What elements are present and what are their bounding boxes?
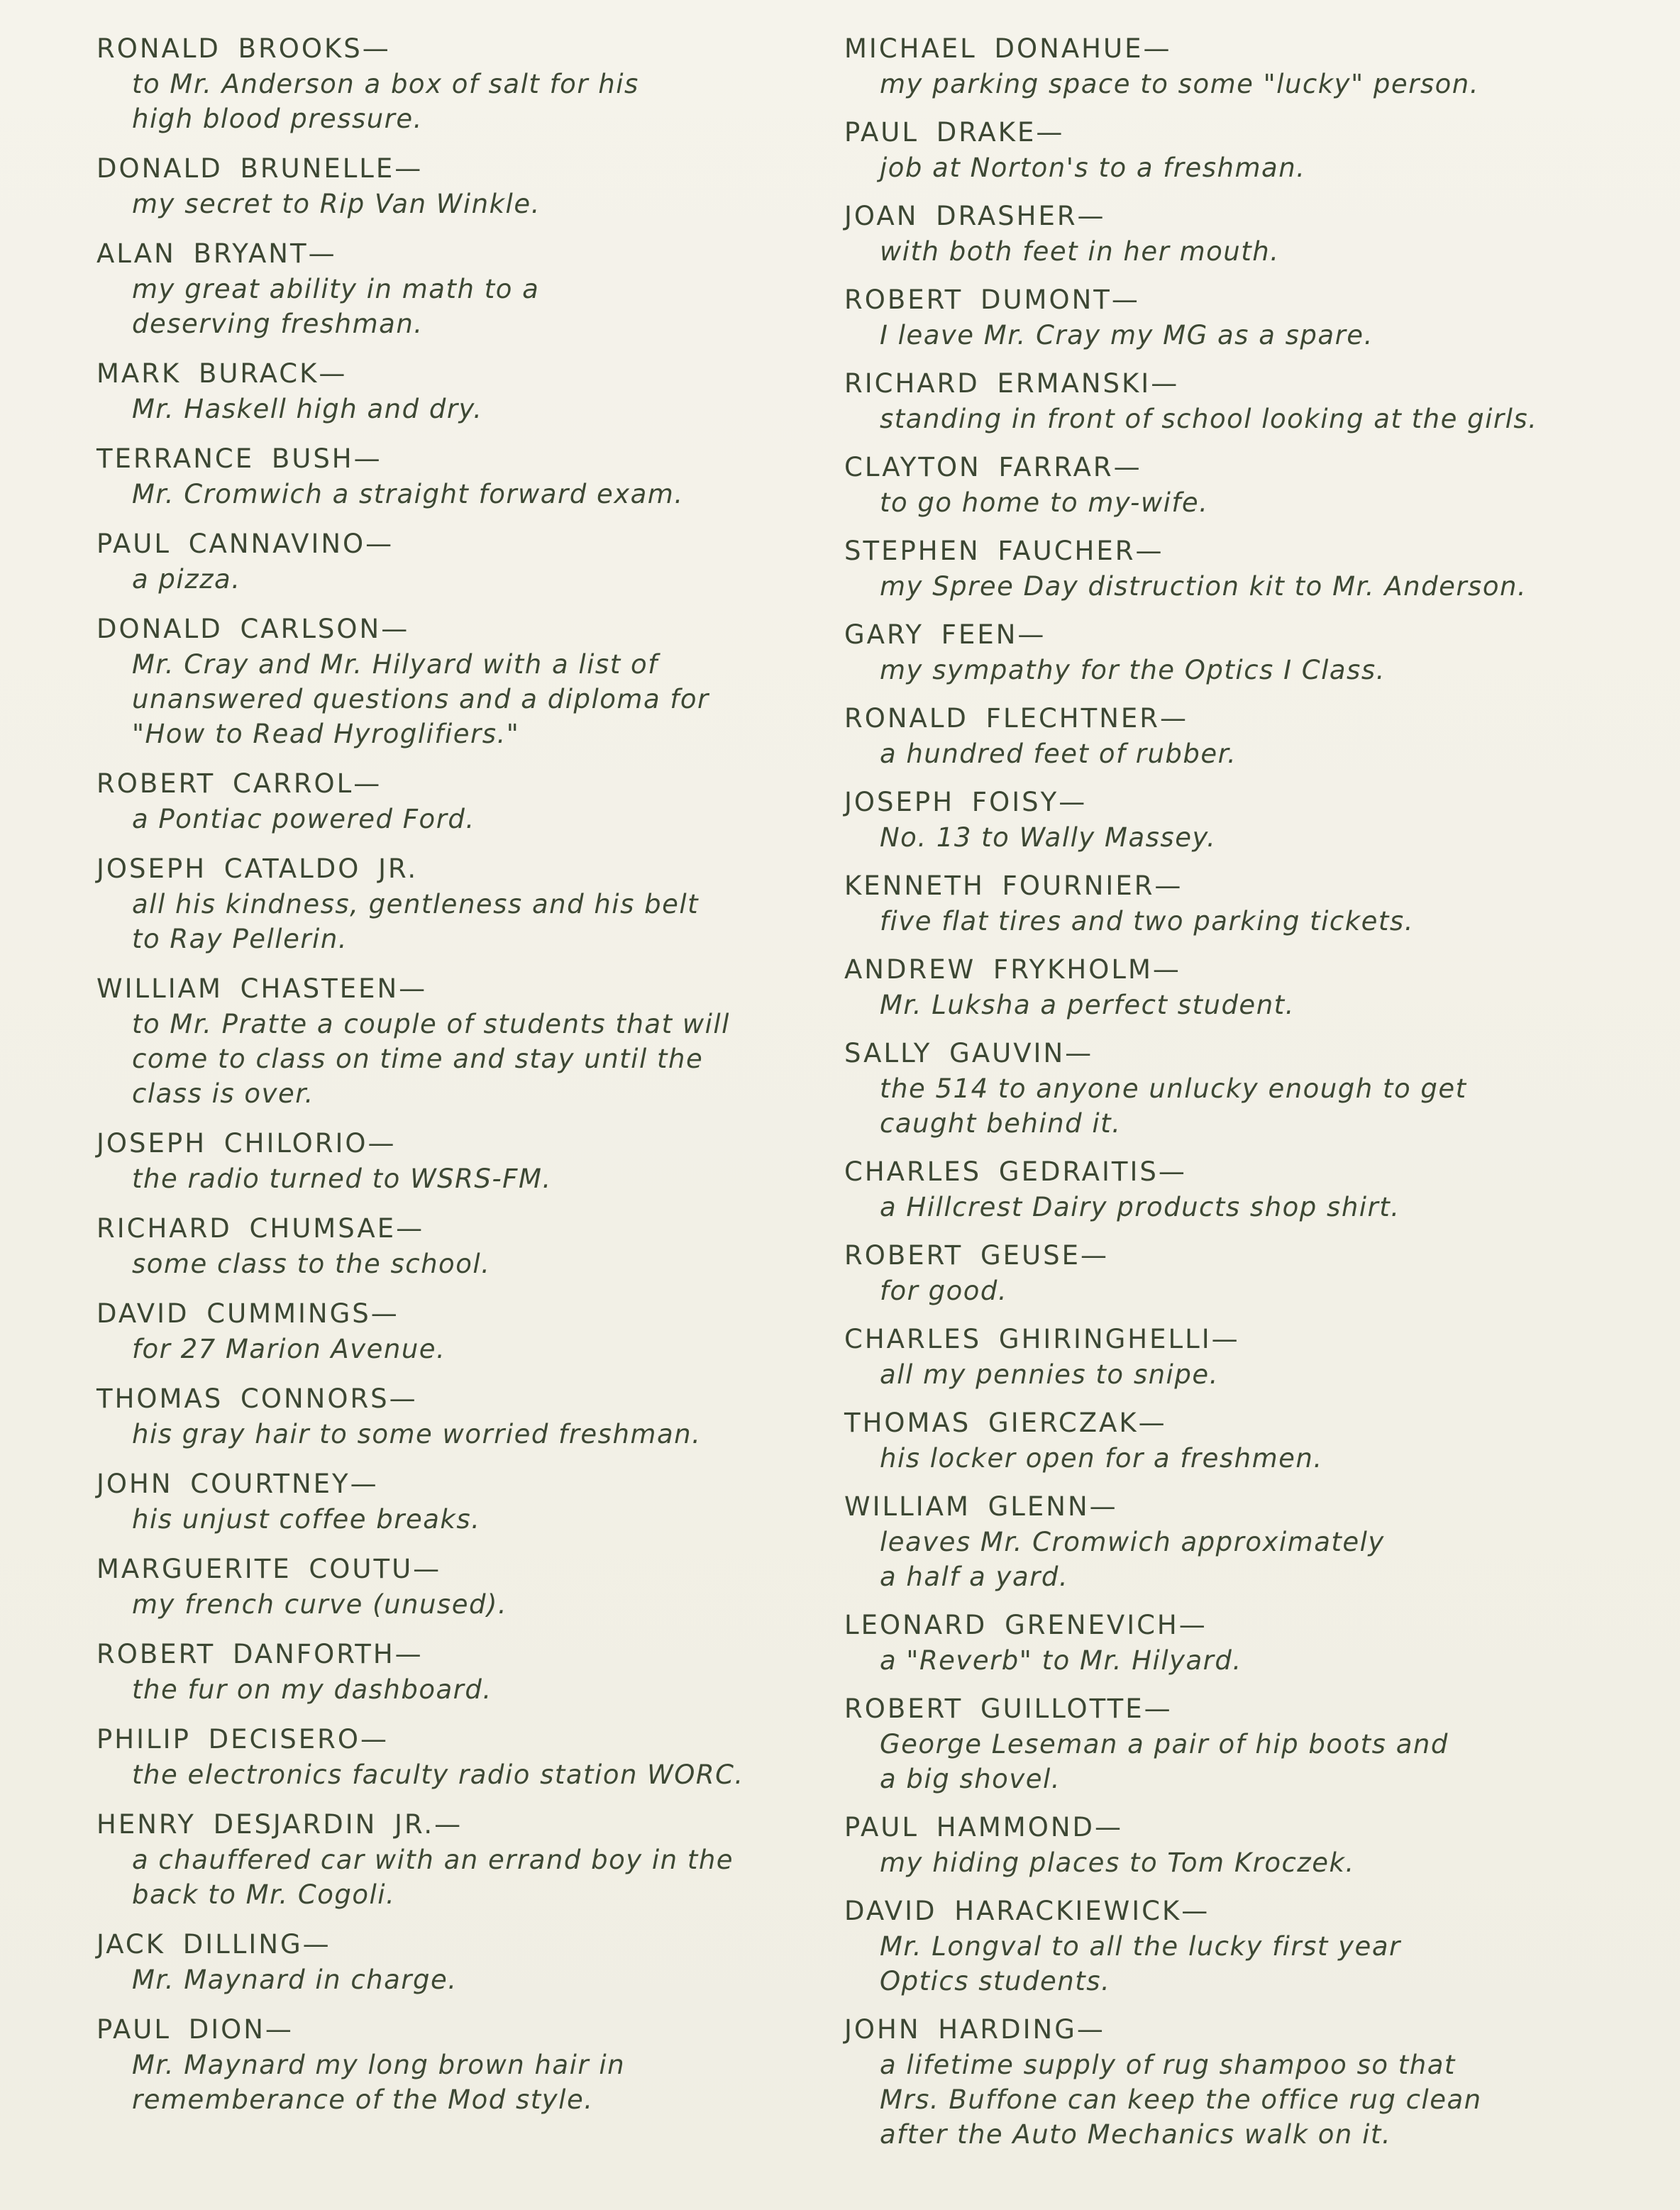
senior-name: ROBERT DUMONT— — [844, 284, 1140, 315]
bequest-text: his unjust coffee breaks. — [132, 1504, 481, 1535]
senior-name: ROBERT GEUSE— — [844, 1240, 1109, 1271]
will-entry-gary-feen — [844, 617, 1639, 687]
will-entry-marguerite-coutu — [96, 1552, 834, 1622]
senior-name: JOSEPH CATALDO JR. — [96, 853, 419, 884]
senior-name: JOSEPH FOISY— — [844, 787, 1088, 817]
will-entry-charles-gedraitis — [844, 1154, 1639, 1225]
bequest-text: Mr. Maynard my long brown hair in rememberance of the Mod style. — [132, 2050, 626, 2115]
bequest-text: some class to the school. — [132, 1249, 491, 1279]
will-entry-leonard-grenevich — [844, 1608, 1639, 1678]
will-entry-thomas-connors — [96, 1381, 834, 1452]
will-entry-robert-carrol — [96, 766, 834, 836]
senior-name: MARK BURACK— — [96, 358, 348, 389]
bequest-text: No. 13 to Wally Massey. — [880, 822, 1217, 853]
senior-name: GARY FEEN— — [844, 619, 1046, 650]
will-entry-ronald-brooks — [96, 31, 834, 136]
will-entry-donald-carlson — [96, 612, 834, 751]
bequest-text: a chauffered car with an errand boy in the back to Mr. Cogoli. — [132, 1845, 734, 1910]
will-entry-philip-decisero — [96, 1722, 834, 1792]
senior-name: PHILIP DECISERO— — [96, 1724, 389, 1755]
bequest-text: a pizza. — [132, 564, 241, 595]
senior-name: DAVID CUMMINGS— — [96, 1298, 399, 1329]
senior-name: KENNETH FOURNIER— — [844, 871, 1183, 901]
will-entry-william-glenn — [844, 1489, 1639, 1594]
senior-name: JOHN HARDING— — [844, 2014, 1105, 2045]
will-entry-david-cummings — [96, 1296, 834, 1366]
bequest-text: Mr. Maynard in charge. — [132, 1965, 458, 1995]
will-entry-stephen-faucher — [844, 534, 1639, 604]
bequest-text: a hundred feet of rubber. — [880, 739, 1237, 769]
bequest-text: I leave Mr. Cray my MG as a spare. — [880, 320, 1374, 350]
will-entry-paul-drake — [844, 115, 1639, 185]
bequest-text: the 514 to anyone unlucky enough to get caught behind it. — [880, 1073, 1467, 1139]
bequest-text: with both feet in her mouth. — [880, 236, 1280, 267]
senior-name: RICHARD ERMANSKI— — [844, 368, 1180, 399]
senior-name: DONALD BRUNELLE— — [96, 153, 424, 184]
senior-name: PAUL DION— — [96, 2014, 294, 2045]
will-entry-andrew-frykholm — [844, 952, 1639, 1022]
will-entry-kenneth-fournier — [844, 868, 1639, 939]
senior-name: WILLIAM GLENN— — [844, 1491, 1118, 1522]
senior-name: PAUL DRAKE— — [844, 117, 1065, 148]
will-entry-david-harackiewick — [844, 1894, 1639, 1999]
senior-name: HENRY DESJARDIN JR.— — [96, 1809, 463, 1840]
bequest-text: my secret to Rip Van Winkle. — [132, 189, 541, 219]
will-entry-robert-dumont — [844, 282, 1639, 353]
bequest-text: to Mr. Anderson a box of salt for his high blood pressure. — [132, 69, 639, 134]
bequest-text: Mr. Longval to all the lucky first year Optics students. — [880, 1931, 1401, 1996]
senior-name: DONALD CARLSON— — [96, 614, 410, 644]
bequest-text: all my pennies to snipe. — [880, 1359, 1219, 1390]
bequest-text: leaves Mr. Cromwich approximately a half a yard. — [880, 1527, 1385, 1592]
senior-name: JACK DILLING— — [96, 1929, 331, 1960]
senior-name: ANDREW FRYKHOLM— — [844, 954, 1181, 985]
senior-name: LEONARD GRENEVICH— — [844, 1610, 1208, 1640]
senior-name: TERRANCE BUSH— — [96, 443, 382, 474]
senior-name: JOAN DRASHER— — [844, 201, 1106, 231]
bequest-text: my sympathy for the Optics I Class. — [880, 655, 1386, 685]
bequest-text: a lifetime supply of rug shampoo so that Mrs. Buffone can keep the office rug clean after the Auto Mechanics walk on it. — [880, 2050, 1482, 2150]
senior-name: RICHARD CHUMSAE— — [96, 1213, 425, 1244]
will-entry-charles-ghiringhelli — [844, 1322, 1639, 1392]
senior-name: WILLIAM CHASTEEN— — [96, 973, 428, 1004]
will-entry-joseph-cataldo-jr — [96, 851, 834, 956]
will-entry-robert-geuse — [844, 1238, 1639, 1308]
will-entry-robert-guillotte — [844, 1691, 1639, 1796]
senior-name: ROBERT CARROL— — [96, 768, 382, 799]
bequest-text: Mr. Cray and Mr. Hilyard with a list of unanswered questions and a diploma for "How to Read Hyroglifiers." — [132, 649, 709, 749]
senior-name: ALAN BRYANT— — [96, 238, 337, 269]
bequest-text: my french curve (unused). — [132, 1589, 508, 1620]
bequest-text: for good. — [880, 1276, 1008, 1306]
senior-name: STEPHEN FAUCHER— — [844, 536, 1164, 566]
bequest-text: to Mr. Pratte a couple of students that will come to class on time and stay until the class is over. — [132, 1009, 730, 1109]
bequest-text: standing in front of school looking at the girls. — [880, 404, 1538, 434]
bequest-text: job at Norton's to a freshman. — [880, 153, 1306, 183]
will-entry-paul-dion — [96, 2012, 834, 2117]
bequest-text: a "Reverb" to Mr. Hilyard. — [880, 1645, 1242, 1676]
will-entry-richard-chumsae — [96, 1211, 834, 1281]
will-entry-donald-brunelle — [96, 151, 834, 221]
senior-name: RONALD BROOKS— — [96, 33, 391, 64]
will-entry-william-chasteen — [96, 971, 834, 1111]
will-entry-mark-burack — [96, 356, 834, 426]
bequest-text: my great ability in math to a deserving freshman. — [132, 274, 540, 339]
bequest-text: his locker open for a freshmen. — [880, 1443, 1323, 1474]
senior-name: CHARLES GEDRAITIS— — [844, 1156, 1187, 1187]
bequest-text: the fur on my dashboard. — [132, 1674, 492, 1705]
senior-name: DAVID HARACKIEWICK— — [844, 1896, 1210, 1926]
bequest-text: George Leseman a pair of hip boots and a big shovel. — [880, 1729, 1449, 1794]
will-entry-sally-gauvin — [844, 1036, 1639, 1141]
will-entry-thomas-gierczak — [844, 1405, 1639, 1476]
senior-name: THOMAS GIERCZAK— — [844, 1408, 1167, 1438]
bequest-text: five flat tires and two parking tickets. — [880, 906, 1414, 937]
bequest-text: Mr. Haskell high and dry. — [132, 394, 483, 424]
bequest-text: all his kindness, gentleness and his belt to Ray Pellerin. — [132, 889, 700, 954]
senior-name: ROBERT DANFORTH— — [96, 1639, 424, 1669]
bequest-text: his gray hair to some worried freshman. — [132, 1419, 702, 1449]
will-entry-richard-ermanski — [844, 366, 1639, 436]
senior-name: MICHAEL DONAHUE— — [844, 33, 1172, 64]
left-column — [96, 31, 834, 2132]
bequest-text: Mr. Luksha a perfect student. — [880, 990, 1295, 1020]
will-entry-joan-drasher — [844, 199, 1639, 269]
will-entry-joseph-chilorio — [96, 1126, 834, 1196]
will-entry-john-courtney — [96, 1466, 834, 1537]
senior-name: PAUL CANNAVINO— — [96, 529, 394, 559]
senior-name: PAUL HAMMOND— — [844, 1812, 1123, 1842]
will-entry-alan-bryant — [96, 236, 834, 341]
senior-name: JOSEPH CHILORIO— — [96, 1128, 397, 1159]
will-entry-clayton-farrar — [844, 450, 1639, 520]
bequest-text: Mr. Cromwich a straight forward exam. — [132, 479, 684, 509]
will-entry-paul-hammond — [844, 1810, 1639, 1880]
bequest-text: a Pontiac powered Ford. — [132, 804, 475, 834]
bequest-text: a Hillcrest Dairy products shop shirt. — [880, 1192, 1400, 1222]
senior-name: ROBERT GUILLOTTE— — [844, 1694, 1173, 1724]
will-entry-henry-desjardin-jr — [96, 1807, 834, 1912]
senior-name: THOMAS CONNORS— — [96, 1383, 418, 1414]
will-entry-ronald-flechtner — [844, 701, 1639, 771]
senior-name: CHARLES GHIRINGHELLI— — [844, 1324, 1240, 1354]
bequest-text: my hiding places to Tom Kroczek. — [880, 1847, 1355, 1878]
bequest-text: for 27 Marion Avenue. — [132, 1334, 446, 1364]
bequest-text: the radio turned to WSRS-FM. — [132, 1164, 552, 1194]
will-entry-john-harding — [844, 2012, 1639, 2152]
will-entry-michael-donahue — [844, 31, 1639, 101]
bequest-text: the electronics faculty radio station WORC. — [132, 1759, 744, 1790]
will-entry-paul-cannavino — [96, 526, 834, 597]
will-entry-jack-dilling — [96, 1927, 834, 1997]
senior-name: RONALD FLECHTNER— — [844, 703, 1188, 734]
senior-name: JOHN COURTNEY— — [96, 1469, 379, 1499]
senior-name: CLAYTON FARRAR— — [844, 452, 1142, 482]
senior-name: MARGUERITE COUTU— — [96, 1554, 442, 1584]
will-entry-terrance-bush — [96, 441, 834, 512]
right-column — [844, 31, 1639, 2165]
bequest-text: my parking space to some "lucky" person. — [880, 69, 1479, 99]
bequest-text: my Spree Day distruction kit to Mr. Anderson. — [880, 571, 1527, 602]
will-entry-joseph-foisy — [844, 785, 1639, 855]
will-entry-robert-danforth — [96, 1637, 834, 1707]
bequest-text: to go home to my-wife. — [880, 487, 1209, 518]
senior-name: SALLY GAUVIN— — [844, 1038, 1094, 1068]
